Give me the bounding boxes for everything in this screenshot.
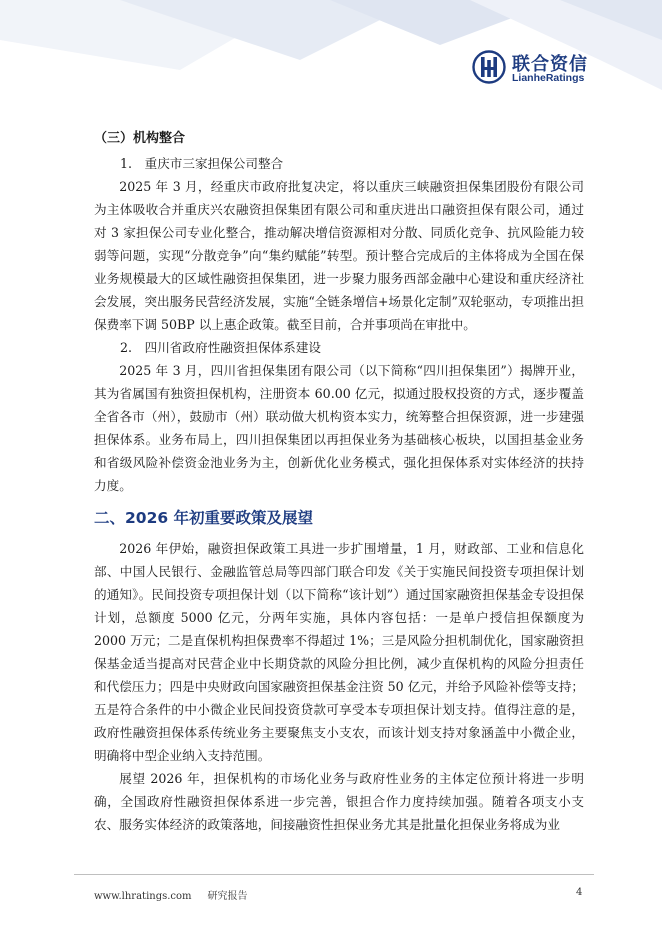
item-2-title: 2. 四川省政府性融资担保体系建设 [120,340,321,355]
footer-report-label: 研究报告 [207,891,248,902]
footer-info [94,887,247,902]
section-2-title: 二、2026 年初重要政策及展望 [94,509,314,527]
subsection-title: （三）机构整合 [94,131,186,146]
logo-chinese-name: 联合资信 [512,54,588,75]
footer-divider [74,874,594,875]
report-body [94,127,584,836]
footer-website-link[interactable]: www.lhratings.com [94,891,192,902]
item-1-title: 1. 重庆市三家担保公司整合 [120,156,284,171]
page-number: 4 [576,887,583,898]
company-logo [472,50,592,90]
logo-mark-icon [472,50,506,84]
item-1-paragraph: 2025 年 3 月，经重庆市政府批复决定，将以重庆三峡融资担保集团股份有限公司为主体吸收合并重庆兴农融资担保集团有限公司和重庆进出口融资担保有限公司，通过对 3 家担保公司专业化整合，推动解决增信资源相对分散、同质化竞争、抗风险能力较弱等问题，实现“分散竞争”向“集约赋能”转型。预计整合完成后的主体将成为全国在保业务规模最大的区域性融资担保集团，进一步聚力服务西部金融中心建设和重庆经济社会发展，突出服务民营经济发展，实施“全链条增信+场景化定制”双轮驱动，专项推出担保费率下调 50BP 以上惠企政策。截至目前，合并事项尚在审批中。 [94,179,584,332]
logo-english-name: LianheRatings [512,72,585,84]
section-2-paragraph-1: 2026 年伊始，融资担保政策工具进一步扩围增量，1 月，财政部、工业和信息化部、中国人民银行、金融监管总局等四部门联合印发《关于实施民间投资专项担保计划的通知》。民间投资专项担保计划（以下简称“该计划”）通过国家融资担保基金专设担保计划，总额度 5000 亿元，分两年实施，具体内容包括：一是单户授信担保额度为 2000 万元；二是直保机构担保费率不得超过 1%；三是风险分担机制优化，国家融资担保基金适当提高对民营企业中长期贷款的风险分担比例，减少直保机构的风险分担责任和代偿压力；四是中央财政向国家融资担保基金注资 50 亿元，并给予风险补偿等支持；五是符合条件的中小微企业民间投资贷款可享受本专项担保计划支持。值得注意的是，政府性融资担保体系传统业务主要聚焦支小支农，而该计划支持对象涵盖中小微企业，明确将中型企业纳入支持范围。 [94,541,585,763]
section-2-paragraph-2: 展望 2026 年，担保机构的市场化业务与政府性业务的主体定位预计将进一步明确，全国政府性融资担保体系进一步完善，银担合作力度持续加强。随着各项支小支农、服务实体经济的政策落地，间接融资性担保业务尤其是批量化担保业务将成为业 [94,771,584,832]
item-2-paragraph: 2025 年 3 月，四川省担保集团有限公司（以下简称“四川担保集团”）揭牌开业，其为省属国有独资担保机构，注册资本 60.00 亿元，拟通过股权投资的方式，逐步覆盖全省各市（州），鼓励市（州）联动做大机构资本实力，统筹整合担保资源，进一步建强担保体系。业务布局上，四川担保集团以再担保业务为基础核心板块，以国担基金业务和省级风险补偿资金池业务为主，创新优化业务模式，强化担保体系对实体经济的扶持力度。 [94,363,584,493]
